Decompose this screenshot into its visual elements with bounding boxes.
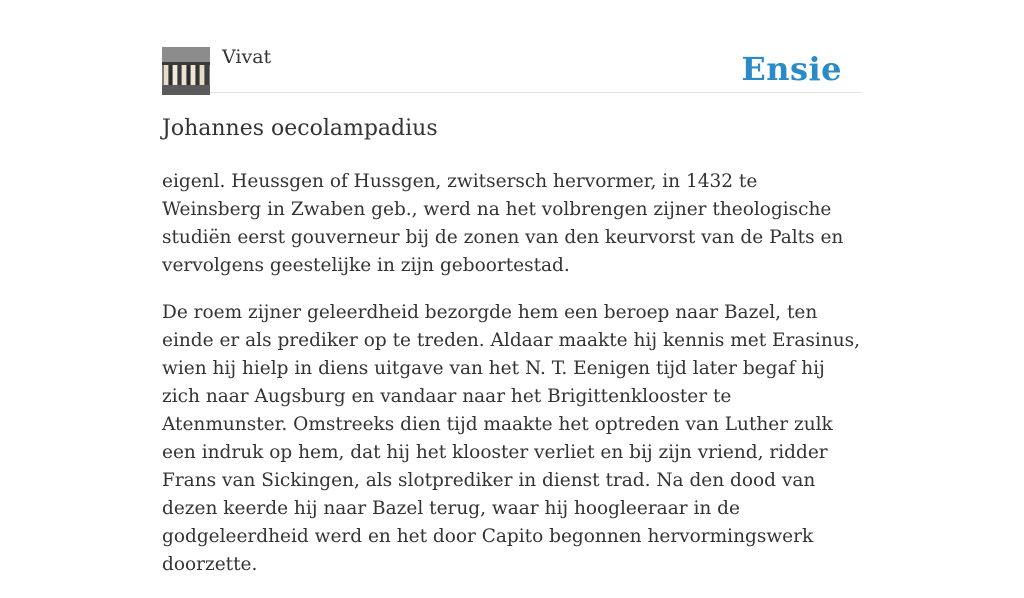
article-body [162,168,862,598]
bookshelf-avatar-image [162,47,210,95]
article-paragraph: De roem zijner geleerdheid bezorgde hem een beroep naar Bazel, ten einde er als prediker op te treden. Aldaar maakte hij kennis met Erasinus, wien hij hielp in diens uitgave van het N. T. Eenigen tijd later begaf hij zich naar Augsburg en vandaar naar het Brigittenklooster te Atenmunster. Omstreeks dien tijd maakte het optreden van Luther zulk een indruk op hem, dat hij het klooster verliet en bij zijn vriend, ridder Frans van Sickingen, als slotprediker in dienst trad. Na den dood van dezen keerde hij naar Bazel terug, waar hij hoogleeraar in de godgeleerdheid werd en het door Capito begonnen hervormingswerk doorzette. [162,302,861,575]
header [162,46,862,93]
author-name[interactable]: Vivat [222,46,272,68]
avatar[interactable] [162,47,210,95]
article-paragraph: eigenl. Heussgen of Hussgen, zwitsersch hervormer, in 1432 te Weinsberg in Zwaben geb., werd na het volbrengen zijner theologische studiën eerst gouverneur bij de zonen van den keurvorst van de Palts en vervolgens geestelijke in zijn geboortestad. [162,171,844,276]
site-logo[interactable]: Ensie [741,50,842,88]
article-title: Johannes oecolampadius [162,116,438,141]
